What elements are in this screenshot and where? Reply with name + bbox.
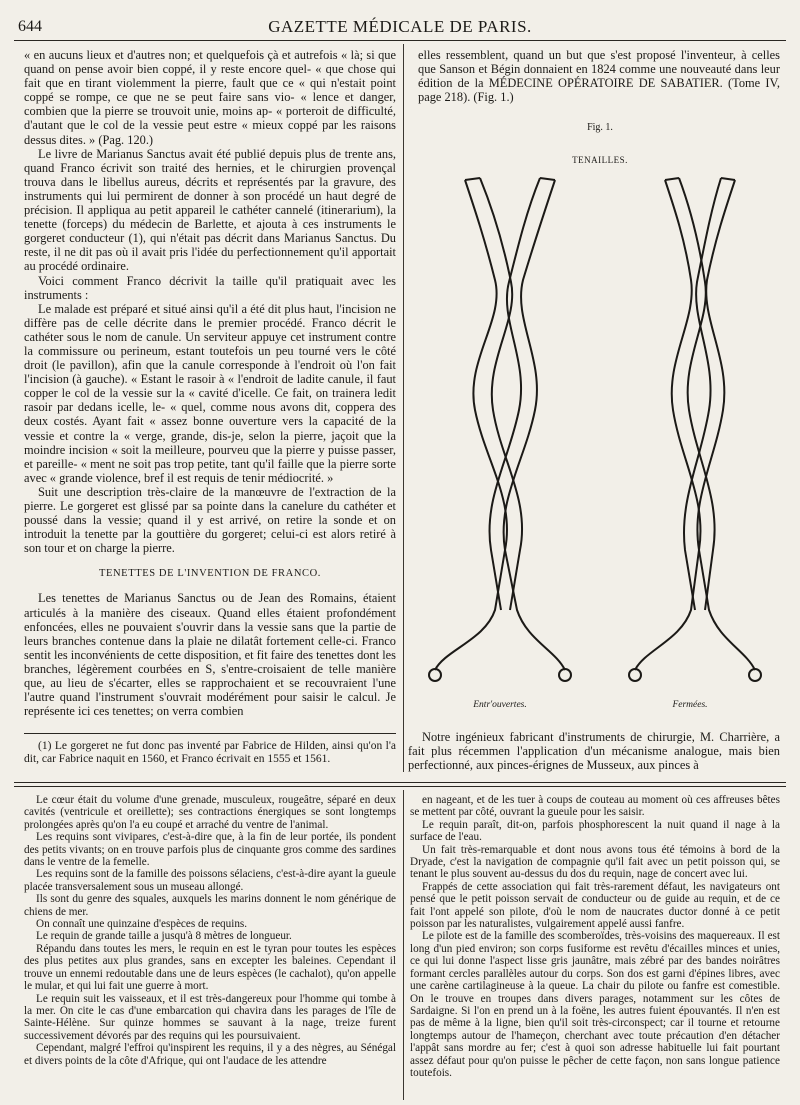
footnote-rule: [24, 733, 396, 734]
feuilleton-column-left: [24, 794, 396, 1067]
body-paragraph: Voici comment Franco décrivit la taille qu'il pratiquait avec les instruments :: [24, 273, 396, 302]
feuilleton-paragraph: On connaît une quinzaine d'espèces de requins.: [36, 918, 248, 931]
figure-title: TENAILLES.: [572, 155, 628, 165]
figure-caption-closed: Fermées.: [672, 700, 708, 710]
feuilleton-paragraph: Le requin paraît, dit-on, parfois phosphorescent la nuit quand il nage à la surface de l'eau.: [410, 818, 780, 844]
body-paragraph: Le malade est préparé et situé ainsi qu'il a été dit plus haut, l'incision ne diffère pas de celle décrite dans le premier procédé. Franco décrit le cathéter sous le nom de canule. Un serviteur appuye cet instrument contre la commissure ou perineum, estant toutefois un peu tourné vers le côté droit (le pavillon), afin que la canule corresponde à l'endroit où l'on fait l'incision (à gauche). « Estant le rasoir à « l'endroit de ladite canule, il faut copper le col de la vessie sur la « cavité d'icelle. Ce fait, on trainera ledit rasoir par dedans icelle, le- « quel, comme nous avons dit, coppera des deux costés. Ayant fait « assez bonne ouverture vers la capacité de la vessie et contre la « verge, grande, dis-je, selon la pierre, jaçoit que la moindre incision « soit la meilleure, pourveu que la pierre y puisse passer, et pareille- « ment ne soit pas trop petite, tant qu'il faille que la pierre sorte avec « grande violence, bref il est requis de tenir médiocrité. »: [24, 301, 396, 485]
figure-label: Fig. 1.: [587, 122, 613, 133]
section-heading: TENETTES DE L'INVENTION DE FRANCO.: [98, 568, 322, 580]
journal-title: GAZETTE MÉDICALE DE PARIS.: [268, 17, 532, 36]
feuilleton-divider: [403, 790, 404, 1100]
footnote-text: (1) Le gorgeret ne fut donc pas inventé par Fabrice de Hilden, ainsi qu'on l'a dit, car Fabrice naquit en 1560, et Franco écrivait en 1555 et 1561.: [24, 740, 396, 765]
feuilleton-paragraph: Frappés de cette association qui fait très-rarement défaut, les navigateurs ont pensé que le petit poisson servait de conducteur ou de guide au requin, et de ce fait l'ont appelé son pilote, d'où le nom de naucrates ductor donné à ce petit poisson par les naturalistes, vulgairement appelé aussi fanfre.: [410, 880, 780, 931]
forceps-open-drawing: [429, 178, 571, 681]
feuilleton-paragraph: Un fait très-remarquable et dont nous avons tous été témoins à bord de la Dryade, c'est la navigation de compagnie qu'il fait avec un petit poisson qui, se tenant le plus souvent au-dessus du dos du requin, nage de concert avec lui.: [410, 843, 780, 881]
feuilleton-column-right: [410, 794, 780, 1079]
feuilleton-paragraph: Ils sont du genre des squales, auxquels les marins donnent le nom générique de chiens de mer.: [24, 893, 396, 918]
feuilleton-separator: [14, 782, 786, 787]
page-number: 644: [18, 18, 42, 35]
article-column-right: [418, 48, 780, 104]
footnote: [24, 740, 396, 766]
body-paragraph: Les tenettes de Marianus Sanctus ou de Jean des Romains, étaient articulés à la manière des ciseaux. Quand elles étaient profondément enfoncées, elles ne pouvaient s'ouvrir dans la vessie sans que la partie de leurs branches contenue dans la plaie ne dilatât fortement celle-ci. Franco sentit les inconvénients de cette disposition, et fit faire des tenettes dont les branches, légèrement courbées en S, s'entre-croisaient de telle manière que, au lieu de s'écarter, elles se rapprochaient et se recouvraient l'une l'autre quand l'instrument s'ouvrait modérément pour saisir le calcul. Je représente ici ces tenettes; on verra combien: [24, 591, 396, 719]
feuilleton-paragraph: Les requins sont de la famille des poissons sélaciens, c'est-à-dire ayant la gueule placée transversalement sous un museau allongé.: [24, 868, 396, 893]
forceps-illustration: [405, 170, 785, 700]
feuilleton-paragraph: Cependant, malgré l'effroi qu'inspirent les requins, il y a des nègres, au Sénégal et divers points de la côte d'Afrique, qui ont l'audace de les attendre: [24, 1042, 396, 1067]
article-column-right-bottom: [408, 730, 780, 772]
feuilleton-paragraph: en nageant, et de les tuer à coups de couteau au moment où ces affreuses bêtes se mettent par côté, ouvrant la gueule pour les saisir.: [410, 794, 780, 819]
quote-paragraph: « en aucuns lieux et d'autres non; et quelquefois çà et autrefois « là; si que quand on pense avoir bien coppé, il y reste encore quel- « que chose qui fait que en tirant violemment la pierre, fault que ce « qui n'estait point coppé se rompe, ce que ne se peut faire sans vio- « lence et danger, combien que la pierre se trouvoit unie, moins ap- « porteroit de difficulté, d'autant que le col de la vessie peut estre « mieux coppé par les raisons dessus dites. » (Pag. 120.): [24, 48, 396, 147]
column-divider: [403, 44, 404, 772]
feuilleton-paragraph: Le cœur était du volume d'une grenade, musculeux, rougeâtre, séparé en deux cavités (ventricule et oreillette); ses contractions énergiques se sont longtemps prolongées après qu'on l'a eu coupé et arraché du ventre de l'animal.: [24, 794, 396, 831]
page-header: [14, 16, 786, 41]
forceps-closed-drawing: [629, 178, 761, 681]
feuilleton-paragraph: Les requins sont vivipares, c'est-à-dire que, à la fin de leur portée, ils pondent des petits vivants; on en trouve parfois plus de cinquante gros comme des sardines dans le ventre de la femelle.: [24, 831, 396, 869]
feuilleton-paragraph: Le pilote est de la famille des scomberoïdes, très-voisins des maquereaux. Il est long d'un pied environ; son corps fusiforme est revêtu d'écailles minces et unies, ce qui lui donne l'aspect lisse gris jaunâtre, mais zébré par des bandes noirâtres formant cercles parallèles autour du corps. Son dos est garni d'épines libres, avec une carène cartilagineuse à la queue. La chair du pilote ou fanfre est comestible. On le trouve en troupes dans divers parages, notamment sur les côtes de Sardaigne. Si l'on en prend un à la foëne, les autres fuient épouvantés. Il n'en est pas de même à la ligne, bien qu'il soit très-circonspect; car il tourne et retourne longtemps autour de l'hameçon, cherchant avec toute précaution d'en détacher l'appât sans mordre au fer; c'est à quoi son adresse habituelle lui fait pourtant assez défaut pour qu'on puisse le pêcher de cette façon, non sans longue patience toutefois.: [410, 930, 780, 1079]
article-column-left: [24, 48, 396, 718]
body-paragraph: elles ressemblent, quand un but que s'est proposé l'inventeur, à celles que Sanson et Bégin donnaient en 1824 comme une nouveauté dans leur édition de la MÉDECINE OPÉRATOIRE DE SABATIER. (Tome IV, page 218). (Fig. 1.): [418, 48, 780, 105]
body-paragraph: Suit une description très-claire de la manœuvre de l'extraction de la pierre. Le gorgeret est glissé par sa pointe dans la canelure du cathéter et poussé dans la vessie; quand il y est arrivé, on retire la sonde et on introduit la tenette par la gouttière du gorgeret; celui-ci est alors retiré à son tour et on charge la pierre.: [24, 484, 396, 556]
feuilleton-paragraph: Le requin suit les vaisseaux, et il est très-dangereux pour l'homme qui tombe à la mer. On cite le cas d'une embarcation qui chavira dans les parages de l'île de Sainte-Hélène. Sur quinze hommes se sauvant à la nage, treize furent successivement dévorés par des requins qui les poursuivaient.: [24, 992, 396, 1042]
body-paragraph: Notre ingénieux fabricant d'instruments de chirurgie, M. Charrière, a fait plus récemmen l'application d'un mécanisme analogue, mais bien perfectionné, aux pinces-érignes de Musseux, aux pinces à: [408, 730, 780, 773]
body-paragraph: Le livre de Marianus Sanctus avait été publié depuis plus de trente ans, quand Franco écrivit son traité des hernies, et le chirurgien provençal trouva dans le libellus aureus, décrits et représentés par la gravure, des instruments qui lui permirent de donner à son procédé un haut degré de précision. Il appliqua au petit appareil le cathéter cannelé (itinerarium), la tenette (forceps) du médecin de Barlette, et ajouta à ces instruments le gorgeret conducteur (1), qui n'était pas décrit dans Marianus Sanctus. Du reste, il ne dit pas où il avait pris l'idée du perfectionnement qu'il apportait au procédé ordinaire.: [24, 146, 396, 274]
feuilleton-paragraph: Le requin de grande taille a jusqu'à 8 mètres de longueur.: [36, 930, 292, 943]
figure-caption-open: Entr'ouvertes.: [473, 700, 527, 710]
feuilleton-paragraph: Répandu dans toutes les mers, le requin en est le tyran pour toutes les espèces des plus petites aux plus grandes, sans en excepter les baleines. Cependant il trouve un ennemi redoutable dans une de leurs espèces (le cachalot), qu'on appelle le mular, et qui lui fait une guerre à mort.: [24, 942, 396, 993]
